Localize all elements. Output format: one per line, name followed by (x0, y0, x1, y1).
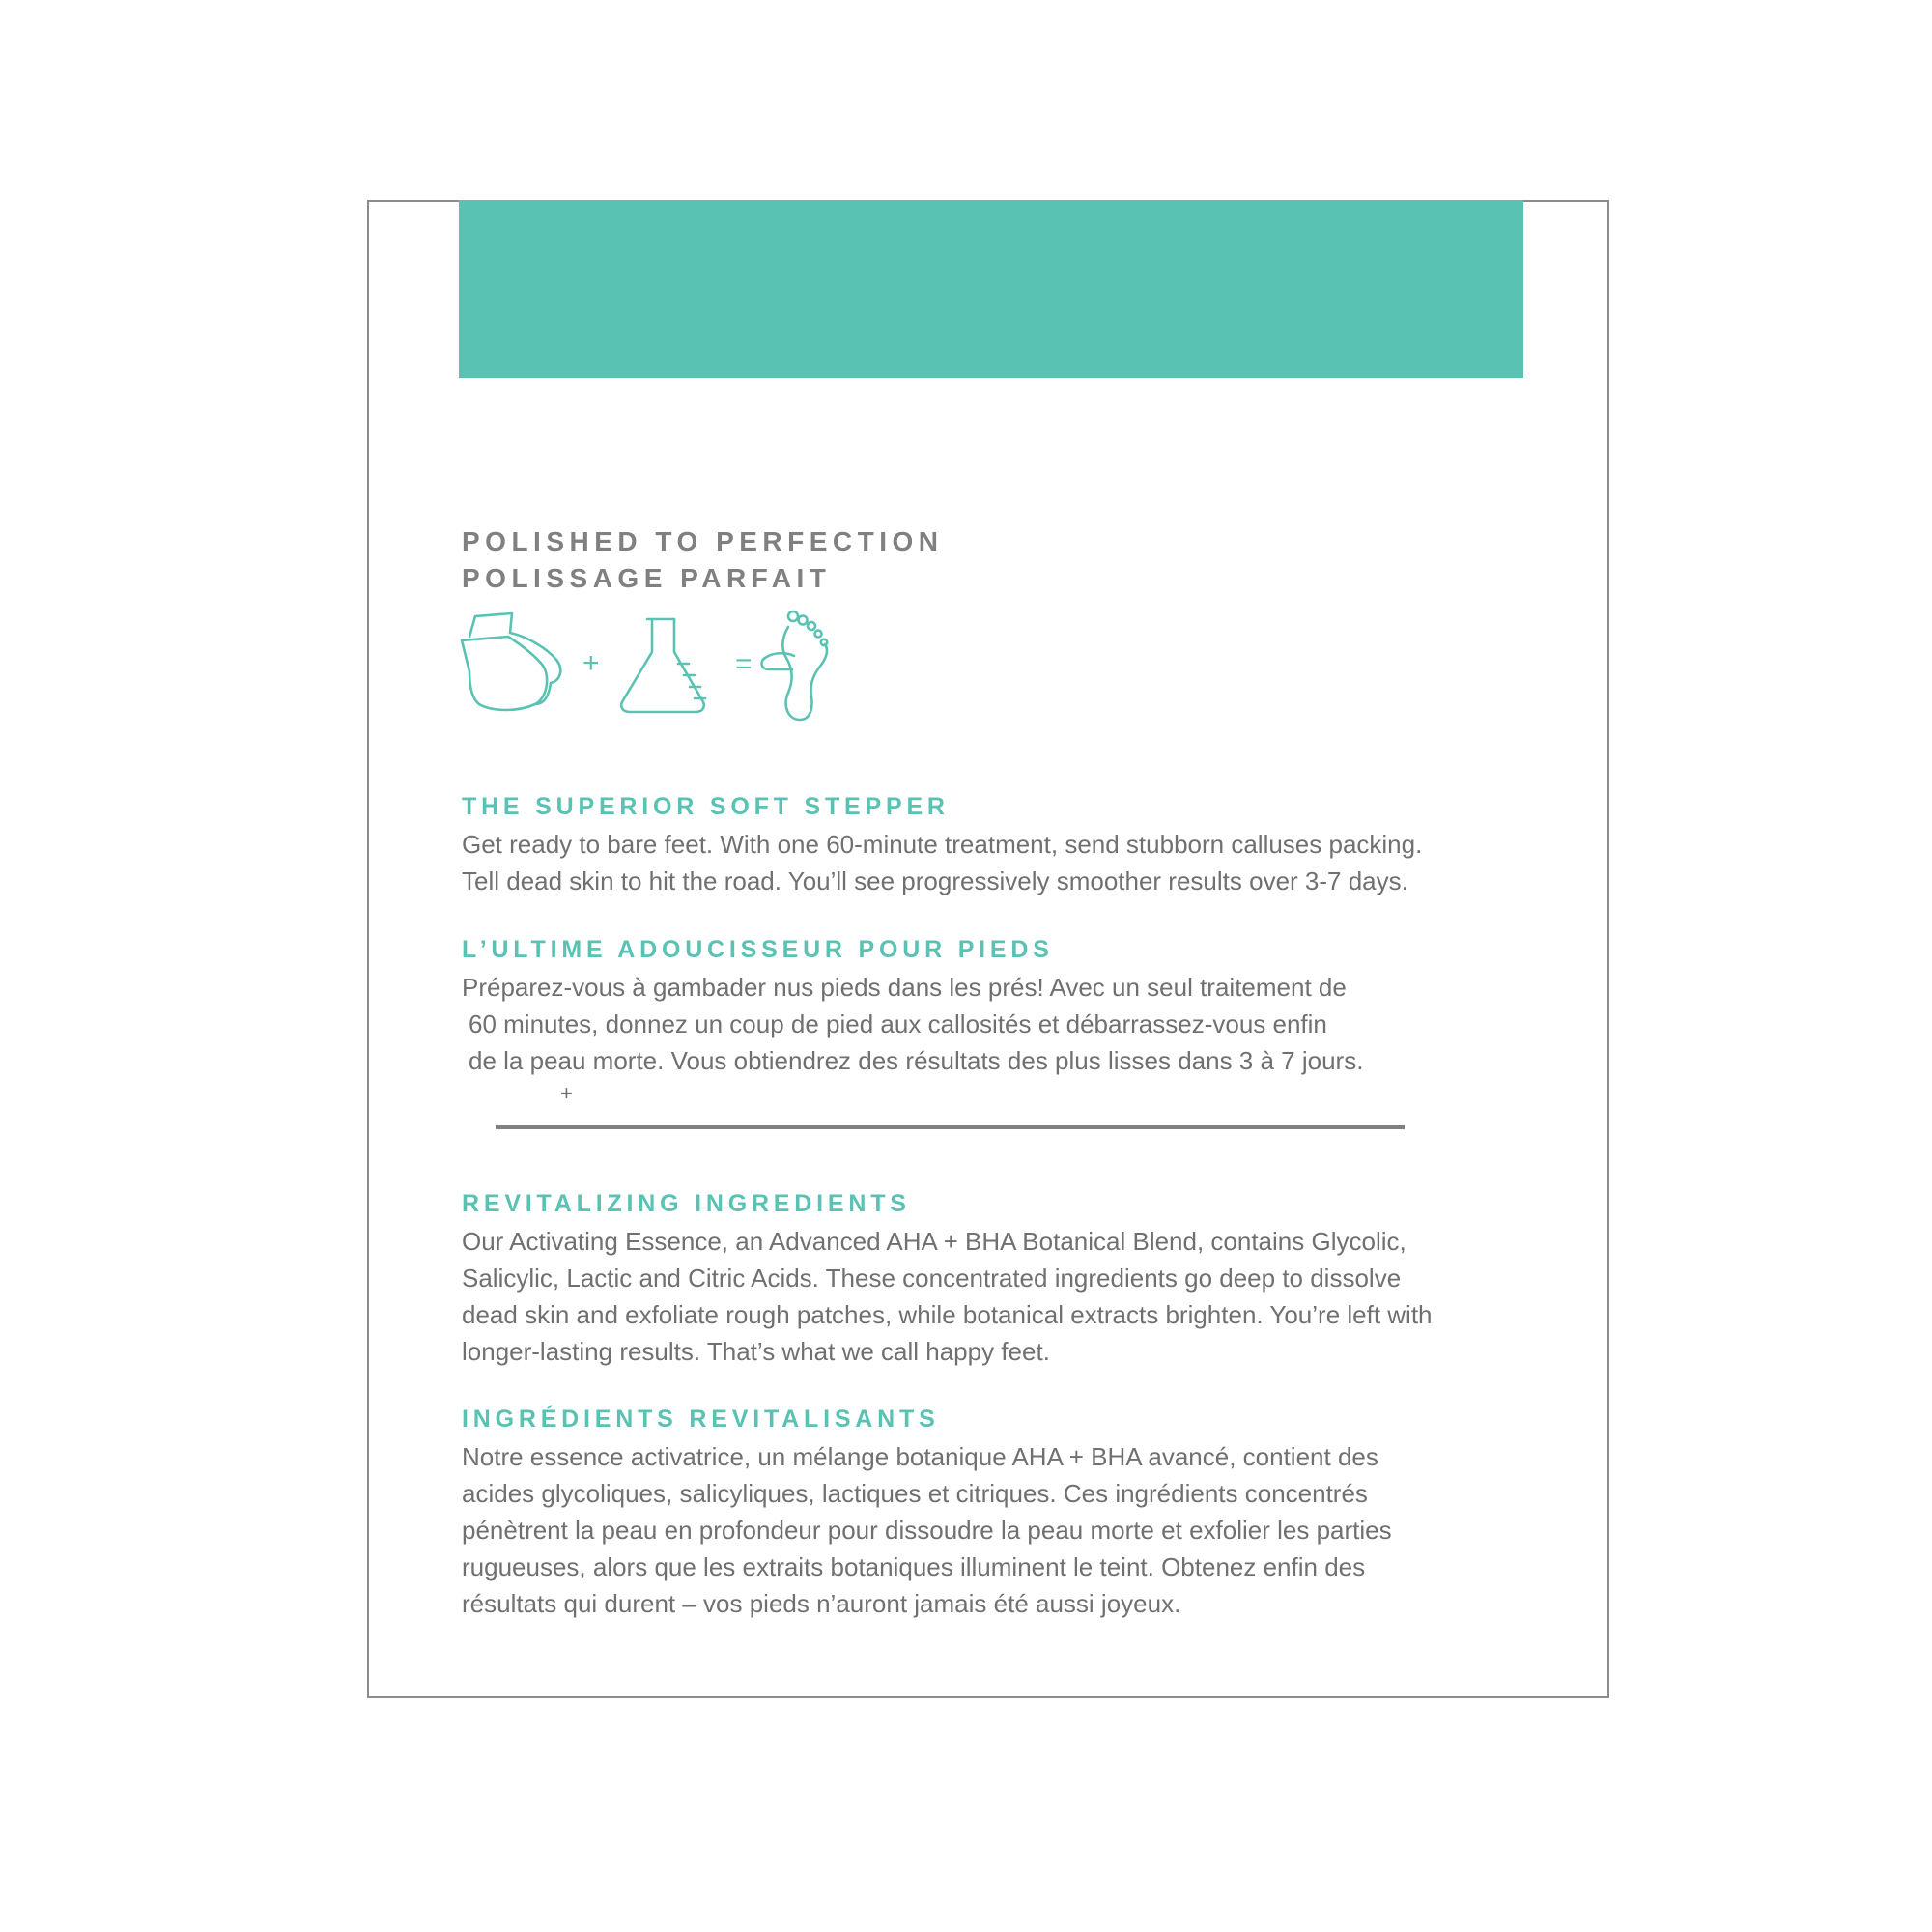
body-line: acides glycoliques, salicyliques, lactiques et citriques. Ces ingrédients concentrés (462, 1479, 1368, 1508)
section-body-ingredients (462, 1223, 1433, 1370)
section-body-soft-stepper (462, 826, 1422, 899)
body-line: longer-lasting results. That’s what we call happy feet. (462, 1337, 1050, 1366)
body-line: Salicylic, Lactic and Citric Acids. These concentrated ingredients go deep to dissolve (462, 1264, 1402, 1293)
section-body-ingredients-fr (462, 1438, 1392, 1622)
section-heading-ingredients: REVITALIZING INGREDIENTS (462, 1190, 911, 1217)
smooth-foot-icon (762, 611, 828, 720)
body-line: Notre essence activatrice, un mélange botanique AHA + BHA avancé, contient des (462, 1442, 1378, 1471)
body-line: Tell dead skin to hit the road. You’ll see progressively smoother results over 3-7 days. (462, 867, 1408, 895)
body-line: rugueuses, alors que les extraits botaniques illuminent le teint. Obtenez enfin des (462, 1552, 1366, 1581)
plus-sign: + (582, 647, 600, 679)
body-line: Get ready to bare feet. With one 60-minute treatment, send stubborn calluses packing. (462, 830, 1423, 859)
body-line: 60 minutes, donnez un coup de pied aux callosités et débarrassez-vous enfin (469, 1009, 1327, 1038)
body-line: Our Activating Essence, an Advanced AHA + BHA Botanical Blend, contains Glycolic, (462, 1227, 1406, 1256)
divider (496, 1125, 1405, 1129)
title-french: POLISSAGE PARFAIT (462, 563, 832, 593)
body-line: Préparez-vous à gambader nus pieds dans les prés! Avec un seul traitement de (462, 973, 1347, 1002)
treatment-equation (454, 604, 831, 724)
section-heading-soft-stepper: THE SUPERIOR SOFT STEPPER (462, 793, 950, 820)
accent-band (459, 200, 1523, 378)
body-line: résultats qui durent – vos pieds n’auront jamais été aussi joyeux. (462, 1589, 1181, 1618)
section-body-adoucisseur (462, 969, 1363, 1079)
section-heading-ingredients-fr: INGRÉDIENTS REVITALISANTS (462, 1406, 940, 1433)
title-english: POLISHED TO PERFECTION (462, 526, 944, 556)
section-heading-adoucisseur: L’ULTIME ADOUCISSEUR POUR PIEDS (462, 936, 1054, 963)
body-line: de la peau morte. Vous obtiendrez des résultats des plus lisses dans 3 à 7 jours. (469, 1046, 1364, 1075)
body-line: dead skin and exfoliate rough patches, while botanical extracts brighten. You’re left with (462, 1300, 1433, 1329)
stray-plus-mark: + (560, 1081, 573, 1105)
booties-icon (462, 613, 560, 710)
flask-icon (621, 619, 705, 712)
equals-sign: = (735, 648, 753, 680)
body-line: pénètrent la peau en profondeur pour dissoudre la peau morte et exfolier les parties (462, 1516, 1392, 1545)
